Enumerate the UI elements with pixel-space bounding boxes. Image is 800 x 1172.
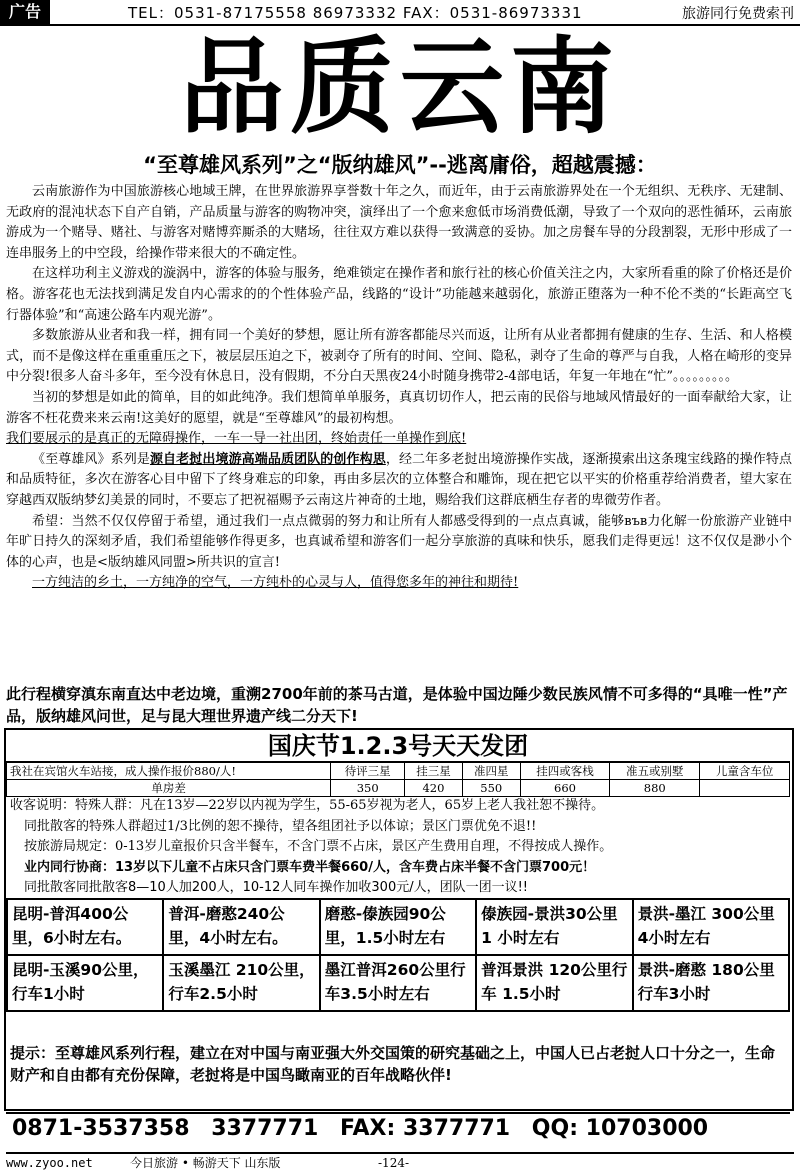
footer-site: www.zyoo.net (6, 1156, 93, 1170)
route-cell: 磨憨-傣族园90公里，1.5小时左右 (320, 899, 476, 955)
price-col-header: 准四星 (462, 763, 520, 780)
route-row (7, 955, 789, 1011)
paragraph-5-c: ，经二年多老挝出境游操作实战，逐渐摸索出这条瑰宝线路的操作特点和品质特征，多次在游客心目中留下了终身难忘的印象，再由多层次的立体整合和雕饰，现在把它以平实的价格重荐给消费者，望大家在穿越西双版纳梦幻美景的同时，不要忘了把祝福赐予云南这片神奇的土地，赐给我们这群底栖生存者的卑微劳作者。 (6, 451, 792, 508)
price-cell: 350 (331, 780, 405, 797)
route-cell: 玉溪墨江 210公里，行车2.5小时 (163, 955, 319, 1011)
price-col-header: 挂四或客栈 (520, 763, 610, 780)
tips-text: 提示：至尊雄风系列行程，建立在对中国与南亚强大外交国策的研究基础之上，中国人已占老挝人口十分之一，生命财产和自由都有充份保障，老挝将是中国鸟瞰南亚的百年战略伙伴! (10, 1044, 776, 1084)
route-row (7, 899, 789, 955)
phone-line (12, 1114, 722, 1144)
note-line: 业内同行协商：13岁以下儿童不占床只含门票车费半餐660/人，含车费占床半餐不含门票700元！ (24, 859, 596, 875)
price-table (6, 762, 790, 797)
fax-number: FAX: 3377771 (340, 1116, 511, 1141)
paragraph-2: 在这样功利主义游戏的漩涡中，游客的体验与服务，绝难锁定在操作者和旅行社的核心价值关注之内，大家所看重的除了价格还是价格。游客花也无法找到满足发自内心需求的的个性体验产品，线路的“设计”功能越来越弱化，旅游正堕落为一种不伦不类的“长距高空飞行器体验”和“高速公路车内观光游”。 (6, 266, 792, 323)
paragraph-6: 希望：当然不仅仅停留于希望，通过我们一点点微弱的努力和让所有人都感受得到的一点点真诚，能够във力化解一份旅游产业链中年旷日持久的深刻矛盾，我们希望能够作得更多，也真诚希望和游客们一起分享旅游的真味和快乐，愿我们走得更远！这不仅仅是渺小个体的心声，也是<版纳雄风同盟>所共识的宣言! (6, 513, 792, 570)
qq-number: QQ: 10703000 (531, 1116, 709, 1141)
route-cell: 普洱-磨憨240公里，4小时左右。 (163, 899, 319, 955)
price-cell: 880 (610, 780, 700, 797)
route-cell: 普洱景洪 120公里行车 1.5小时 (476, 955, 632, 1011)
underlined-statement: 我们要展示的是真正的无障碍操作，一车一导一社出团，终始责任一单操作到底! (6, 431, 467, 447)
paragraph-5-emphasis: 源自老挝出境游高端品质团队的创作构思 (149, 451, 386, 467)
footer (6, 1152, 794, 1172)
page-title: 品质云南 (179, 26, 620, 148)
price-cell: 550 (462, 780, 520, 797)
article-body (6, 182, 792, 594)
subtitle: “至尊雄风系列”之“版纳雄风”--逃离庸俗，超越震撼： (143, 153, 657, 177)
price-col-header: 待评三星 (331, 763, 405, 780)
price-cell: 660 (520, 780, 610, 797)
paragraph-3: 多数旅游从业者和我一样，拥有同一个美好的梦想，愿让所有游客都能尽兴而返，让所有从业者都拥有健康的生存、生活、和人格模式，而不是像这样在重重重压之下，被层层压迫之下，被剥夺了所有的时间、空间、隐私，剥夺了生命的尊严与自我，人格在崎形的变异中分裂!很多人奋斗多年，至今没有休息日，没有假期，不分白天黑夜24小时随身携带2-4部电话，年复一年地在“忙”。。。。。。。。。 (6, 328, 792, 385)
price-cell (700, 780, 790, 797)
price-label: 我社在宾馆火车站接，成人操作报价880/人! (7, 763, 331, 780)
single-room-label: 单房差 (7, 780, 331, 797)
paragraph-1: 云南旅游作为中国旅游核心地域王牌，在世界旅游界享誉数十年之久，而近年，由于云南旅游界处在一个无组织、无秩序、无建制、无政府的混沌状态下自产自销，产品质量与游客的购物冲突，演绎出了一个愈来愈低市场消费低潮，导致了一个双向的恶性循环，云南旅游成为一个赌导、赌社、与游客对赌博弈厮杀的大赌场，往往双方难以获得一致满意的妥协。加之房餐车导的分段割裂，无形中形成了一连串服务上的中空段，给操作带来很大的不确定性。 (6, 184, 792, 261)
note-line: 同批散客的特殊人群超过1/3比例的恕不操待，望各组团社予以体谅；景区门票优免不退!! (24, 818, 537, 834)
highlight-statement: 此行程横穿滇东南直达中老边境，重溯2700年前的茶马古道，是体验中国边陲少数民族风情不可多得的“具唯一性”产品，版纳雄风问世，足与昆大理世界遗产线二分天下! (6, 685, 788, 725)
route-cell: 景洪-磨憨 180公里行车3小时 (633, 955, 789, 1011)
route-cell: 景洪-墨江 300公里4小时左右 (633, 899, 789, 955)
paragraph-5 (6, 450, 792, 512)
paragraph-7-text: 一方纯洁的乡土，一方纯净的空气，一方纯朴的心灵与人，值得您多年的神往和期待! (32, 575, 519, 591)
note-line: 同批散客同批散客8—10人加200人，10-12人同车操作加收300元/人，团队一团一议!! (24, 880, 529, 895)
route-cell: 昆明-玉溪90公里，行车1小时 (7, 955, 163, 1011)
price-header-row (7, 763, 790, 780)
paragraph-7 (6, 573, 792, 594)
route-cell: 傣族园-景洪30公里 1 小时左右 (476, 899, 632, 955)
note-line: 按旅游局规定：0-13岁儿童报价只含半餐车，不含门票不占床，景区产生费用自理，不得按成人操作。 (24, 839, 613, 854)
route-cell: 墨江普洱260公里行车3.5小时左右 (320, 955, 476, 1011)
page-number: -124- (378, 1156, 410, 1170)
paragraph-5-a: 《至尊雄风》系列是 (32, 451, 150, 467)
departure-title: 国庆节1.2.3号天天发团 (6, 731, 790, 763)
paragraph-4: 当初的梦想是如此的简单，目的如此纯净。我们想简单单服务，真真切切作人，把云南的民俗与地域风情最好的一面奉献给大家，让游客不枉花费来来云南!这美好的愿望，就是“至尊雄风”的最初构想。 (6, 389, 792, 426)
price-col-header: 挂三星 (405, 763, 463, 780)
price-col-header: 儿童含车位 (700, 763, 790, 780)
phone-number-2: 3377771 (211, 1116, 319, 1141)
price-col-header: 准五或别墅 (610, 763, 700, 780)
price-cell: 420 (405, 780, 463, 797)
phone-number: 0871-3537358 (12, 1116, 190, 1141)
note-line: 收客说明：特殊人群：凡在13岁—22岁以内视为学生，55-65岁视为老人，65岁上老人我社恕不操待。 (10, 798, 605, 813)
footer-masthead: 今日旅游 • 畅游天下 山东版 (130, 1156, 281, 1170)
route-cell: 昆明-普洱400公里，6小时左右。 (7, 899, 163, 955)
booking-notes (10, 796, 788, 899)
header-contact: TEL：0531-87175558 86973332 FAX：0531-86973331 (128, 4, 583, 22)
header-right-text: 旅游同行免费索刊 (682, 6, 794, 22)
ad-tag: 广告 (0, 0, 50, 24)
price-value-row (7, 780, 790, 797)
paragraph-4-underlined (6, 429, 792, 450)
route-table (6, 898, 790, 1012)
